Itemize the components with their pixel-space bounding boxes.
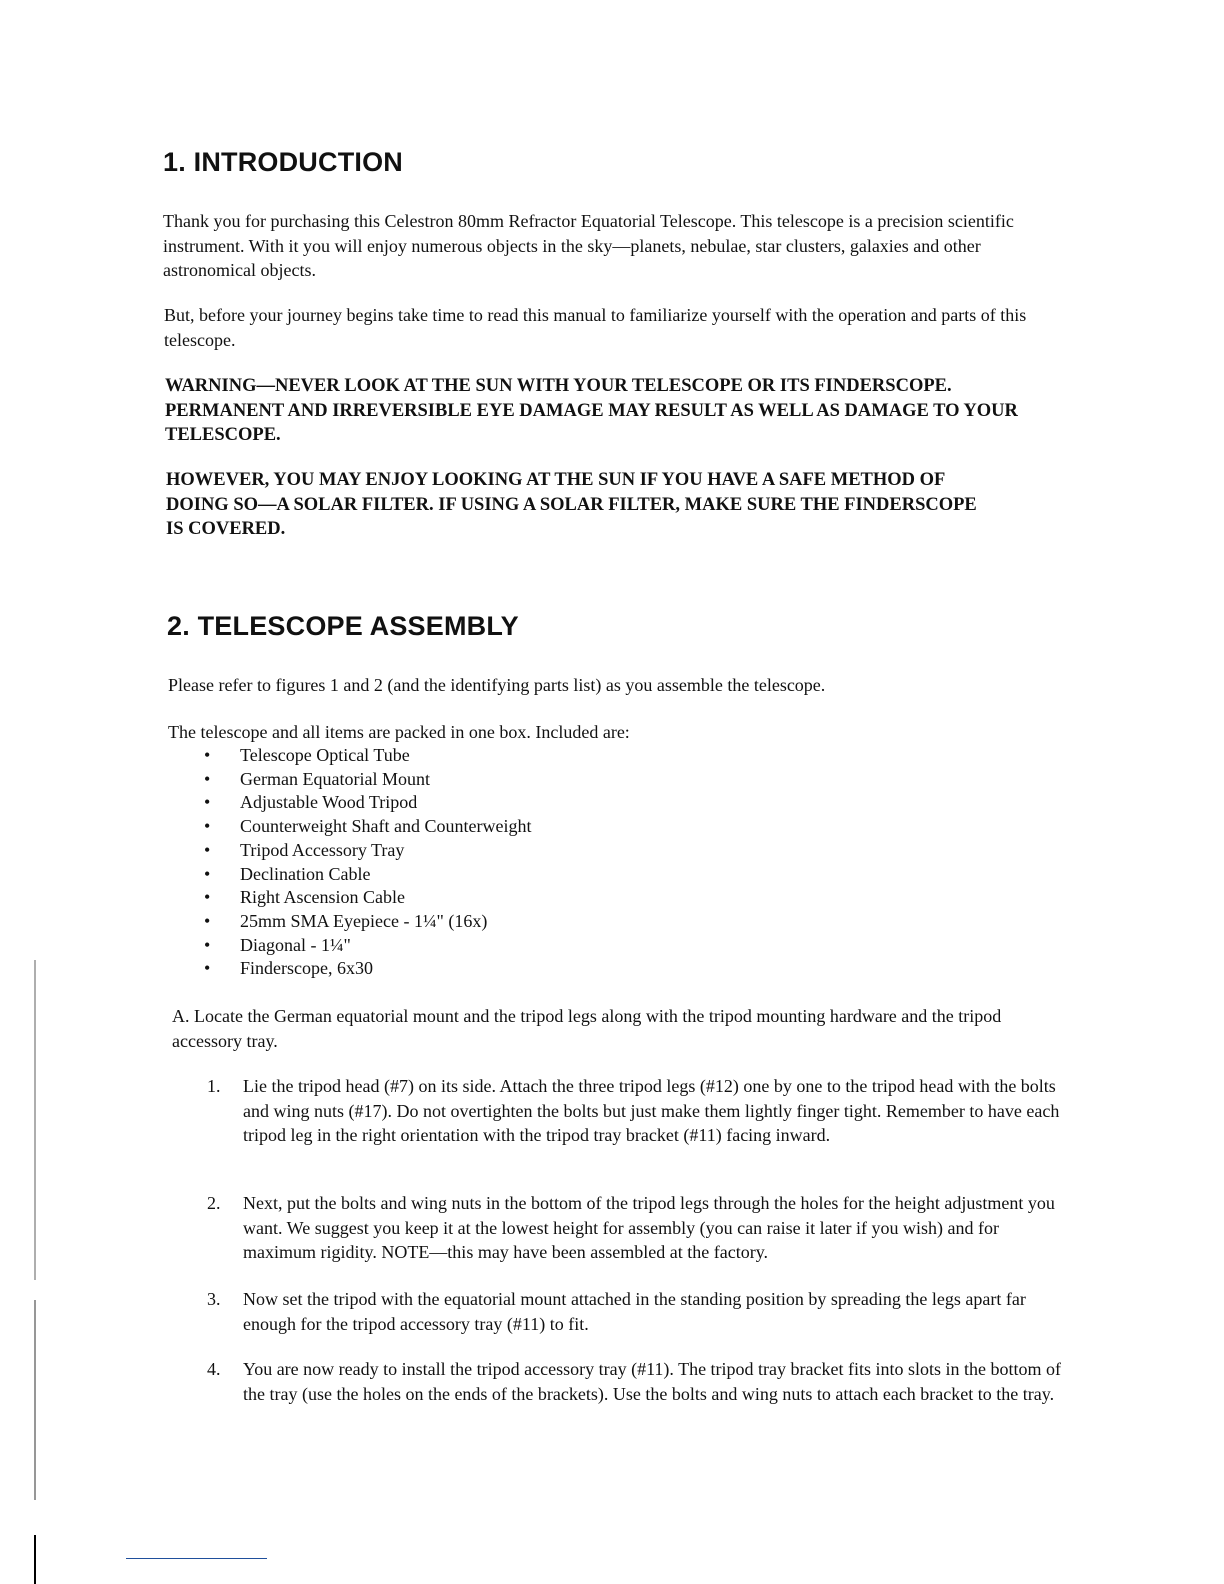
- assembly-step-4: [207, 1357, 1067, 1431]
- assembly-step-3: [207, 1287, 1067, 1337]
- sun-warning: WARNING—NEVER LOOK AT THE SUN WITH YOUR TELESCOPE OR ITS FINDERSCOPE. PERMANENT AND IRREVERSIBLE EYE DAMAGE MAY RESULT AS WELL AS DAMAGE TO YOUR TELESCOPE.: [165, 376, 1018, 445]
- scan-edge-artifact: [34, 1535, 36, 1584]
- list-item: • Telescope Optical Tube: [172, 744, 872, 768]
- step-text: Lie the tripod head (#7) on its side. Attach the three tripod legs (#12) one by one to the tripod head with the bolts and wing nuts (#17). Do not overtighten the bolts but just make them lightly finger tight. Remember to have each tripod leg in the right orientation with the tripod tray bracket (#11) facing inward.: [243, 1076, 1060, 1145]
- assembly-step-2: [207, 1191, 1067, 1265]
- included-items-list: [172, 744, 872, 981]
- step-number: 3.: [207, 1289, 221, 1309]
- step-text: Next, put the bolts and wing nuts in the bottom of the tripod legs through the holes for the height adjustment you want. We suggest you keep it at the lowest height for assembly (you can raise it later if you wish) and for maximum rigidity. NOTE—this may have been assembled at the factory.: [243, 1193, 1055, 1262]
- refer-figures-paragraph: Please refer to figures 1 and 2 (and the identifying parts list) as you assemble the telescope.: [168, 675, 826, 695]
- section-2-heading: 2. TELESCOPE ASSEMBLY: [167, 611, 519, 641]
- intro-paragraph: Thank you for purchasing this Celestron 80mm Refractor Equatorial Telescope. This telescope is a precision scientific instrument. With it you will enjoy numerous objects in the sky—planets, nebulae, star clusters, galaxies and other astronomical objects.: [163, 211, 1014, 280]
- included-intro: The telescope and all items are packed in one box. Included are:: [168, 722, 630, 742]
- read-manual-paragraph: But, before your journey begins take time to read this manual to familiarize yourself with the operation and parts of this telescope.: [164, 305, 1027, 350]
- list-item: • Tripod Accessory Tray: [172, 839, 872, 863]
- step-number: 1.: [207, 1076, 221, 1096]
- section-1-heading: 1. INTRODUCTION: [163, 147, 404, 177]
- step-text: Now set the tripod with the equatorial mount attached in the standing position by spreading the legs apart far enough for the tripod accessory tray (#11) to fit.: [243, 1289, 1026, 1334]
- step-text: You are now ready to install the tripod accessory tray (#11). The tripod tray bracket fits into slots in the bottom of the tray (use the holes on the ends of the brackets). Use the bolts and wing nuts to attach each bracket to the tray.: [243, 1359, 1061, 1404]
- list-item: • Adjustable Wood Tripod: [172, 791, 872, 815]
- step-a-paragraph: A. Locate the German equatorial mount and the tripod legs along with the tripod mounting hardware and the tripod accessory tray.: [172, 1006, 1002, 1051]
- list-item: • Counterweight Shaft and Counterweight: [172, 815, 872, 839]
- scan-edge-artifact: [34, 1300, 36, 1500]
- list-item: • Diagonal - 1¼": [172, 934, 872, 958]
- list-item: • German Equatorial Mount: [172, 768, 872, 792]
- step-number: 2.: [207, 1193, 221, 1213]
- step-number: 4.: [207, 1359, 221, 1379]
- list-item: • Declination Cable: [172, 863, 872, 887]
- list-item: • Right Ascension Cable: [172, 886, 872, 910]
- assembly-step-1: [207, 1074, 1067, 1172]
- solar-filter-note: HOWEVER, YOU MAY ENJOY LOOKING AT THE SUN IF YOU HAVE A SAFE METHOD OF DOING SO—A SOLAR FILTER. IF USING A SOLAR FILTER, MAKE SURE THE FINDERSCOPE IS COVERED.: [166, 470, 977, 539]
- list-item: • 25mm SMA Eyepiece - 1¼" (16x): [172, 910, 872, 934]
- scan-edge-artifact: [34, 960, 36, 1280]
- footnote-rule: [126, 1558, 267, 1559]
- list-item: • Finderscope, 6x30: [172, 957, 872, 981]
